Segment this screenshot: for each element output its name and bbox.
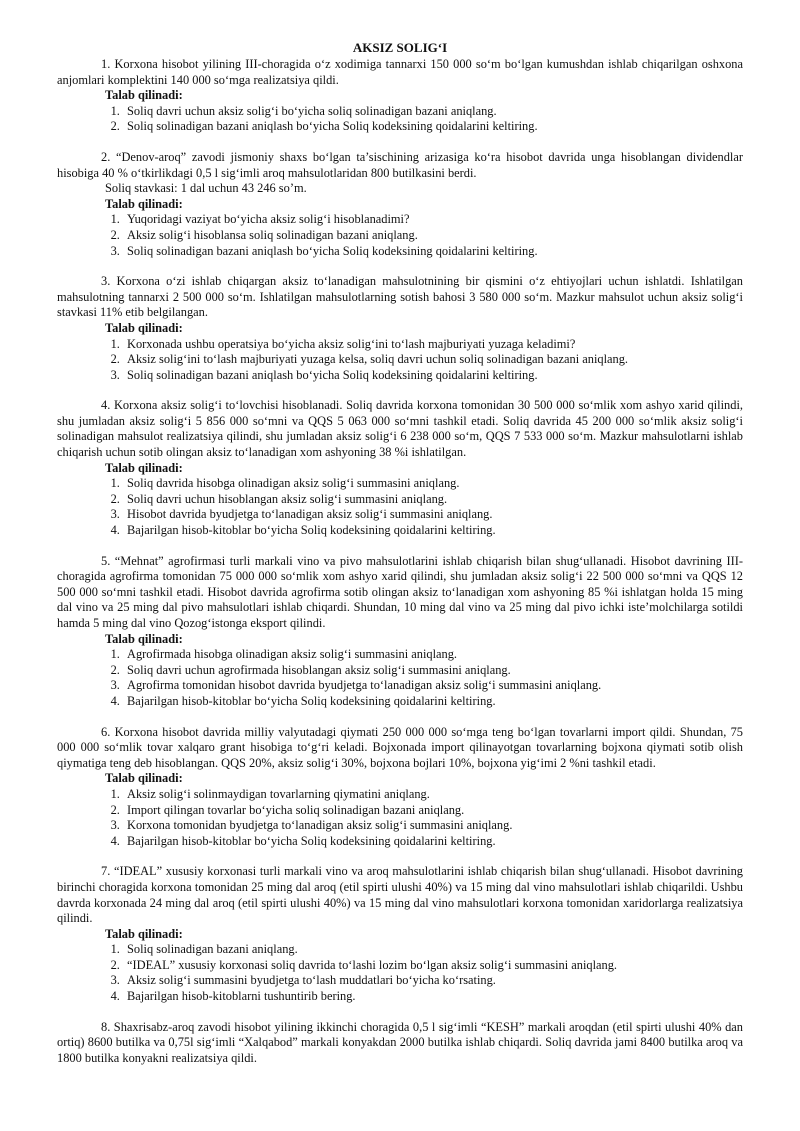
list-item: 4. Bajarilgan hisob-kitoblar bo‘yicha Soliq kodeksining qoidalarini keltiring. [123,694,743,710]
task-7 [57,864,743,1004]
task-2-tax-rate: Soliq stavkasi: 1 dal uchun 43 246 so’m. [105,181,307,196]
task-2-text: 2. “Denov-aroq” zavodi jismoniy shaxs bo‘lgan ta’sischining arizasiga ko‘ra hisobot davrida unga hisoblangan dividendlar hisobiga 40 % o‘tkirlikdagi 0,5 l sig‘imli aroq mahsulotlaridan 800 butilkasini berdi. [57,149,743,180]
task-8 [57,1020,743,1067]
list-item: 4. Bajarilgan hisob-kitoblarni tushuntirib bering. [123,989,743,1005]
list-item: 3. Agrofirma tomonidan hisobot davrida byudjetga to‘lanadigan aksiz solig‘i summasini aniqlang. [123,678,743,694]
task-4-requirements-heading: Talab qilinadi: [105,460,183,475]
list-item: 4. Bajarilgan hisob-kitoblar bo‘yicha Soliq kodeksining qoidalarini keltiring. [123,523,743,539]
task-3 [57,274,743,383]
task-5-requirements-heading: Talab qilinadi: [105,631,183,646]
task-5 [57,554,743,710]
list-item: 1. Aksiz solig‘i solinmaydigan tovarlarning qiymatini aniqlang. [123,787,743,803]
task-2 [57,150,743,259]
list-item: 3. Soliq solinadigan bazani aniqlash bo‘yicha Soliq kodeksining qoidalarini keltiring. [123,244,743,260]
task-1-requirements [57,104,743,135]
task-1-text: 1. Korxona hisobot yilining III-choragida o‘z xodimiga tannarxi 150 000 so‘m bo‘lgan kumushdan ishlab chiqarilgan oshxona anjomlari komplektini 140 000 so‘mga realizatsiya qildi. [57,57,743,87]
task-6 [57,725,743,850]
task-1 [57,57,743,135]
list-item: 1. Korxonada ushbu operatsiya bo‘yicha aksiz solig‘ini to‘lash majburiyati yuzaga keladimi? [123,337,743,353]
task-6-requirements [57,787,743,849]
document-title: AKSIZ SOLIG‘I [352,40,448,55]
list-item: 3. Korxona tomonidan byudjetga to‘lanadigan aksiz solig‘i summasini aniqlang. [123,818,743,834]
task-7-text: 7. “IDEAL” xususiy korxonasi turli markali vino va aroq mahsulotlarini ishlab chiqarish bilan shug‘ullanadi. Hisobot davrining birinchi choragida korxona tomonidan 25 ming dal aroq (etil spirti ulushi 40%) va 15 ming dal vino mahsulotlari ishlab chiqarildi. Ushbu davrda korxonada 24 ming dal aroq (etil spirti ulushi 40%) va 15 ming dal vino mahsulotlari korxona tomonidan xaridorlarga realizatsiya qilindi. [57,864,743,926]
task-2-requirements [57,212,743,259]
document-page [57,40,743,1066]
task-3-requirements-heading: Talab qilinadi: [105,320,183,335]
list-item: 3. Hisobot davrida byudjetga to‘lanadigan aksiz solig‘i summasini aniqlang. [123,507,743,523]
task-5-text: 5. “Mehnat” agrofirmasi turli markali vino va pivo mahsulotlarini ishlab chiqarish bilan shug‘ullanadi. Hisobot davrining III-choragida agrofirma tomonidan 75 000 000 so‘mlik xom ashyo xarid qilindi, shu jumladan aksiz solig‘i 22 500 000 so‘mni va QQS 12 500 000 so‘mni tashkil etadi. Hisobot davrida agrofirma sotib olingan aksiz to‘lanadigan xom ashyoning 85 %i ishlatgan holda 15 ming dal vino va 25 ming dal pivo mahsulotlari ishlab chiqardi. Shundan, 10 ming dal vino va 25 ming dal pivo ichki iste’molchilarga sotildi hamda 5 ming dal vino Qozog‘istonga eksport qilindi. [57,553,743,630]
list-item: 2. “IDEAL” xususiy korxonasi soliq davrida to‘lashi lozim bo‘lgan aksiz solig‘i summasini aniqlang. [123,958,743,974]
list-item: 3. Soliq solinadigan bazani aniqlash bo‘yicha Soliq kodeksining qoidalarini keltiring. [123,368,743,384]
task-7-requirements-heading: Talab qilinadi: [105,926,183,941]
list-item: 4. Bajarilgan hisob-kitoblar bo‘yicha Soliq kodeksining qoidalarini keltiring. [123,834,743,850]
list-item: 2. Soliq davri uchun agrofirmada hisoblangan aksiz solig‘i summasini aniqlang. [123,663,743,679]
list-item: 1. Soliq davrida hisobga olinadigan aksiz solig‘i summasini aniqlang. [123,476,743,492]
list-item: 2. Aksiz solig‘i hisoblansa soliq solinadigan bazani aniqlang. [123,228,743,244]
task-4 [57,398,743,538]
list-item: 2. Aksiz solig‘ini to‘lash majburiyati yuzaga kelsa, soliq davri uchun soliq solinadigan bazani aniqlang. [123,352,743,368]
task-3-requirements [57,337,743,384]
task-8-text: 8. Shaxrisabz-aroq zavodi hisobot yilining ikkinchi choragida 0,5 l sig‘imli “KESH” markali aroqdan (etil spirti ulushi 40% dan ortiq) 8600 butilka va 0,75l sig‘imli “Xalqabod” markali konyakdan 2000 butilka ishlab chiqardi. Soliq davrida jami 8400 butilka aroq va 1800 butilka konyakni realizatsiya qildi. [57,1019,743,1065]
task-3-text: 3. Korxona o‘zi ishlab chiqargan aksiz to‘lanadigan mahsulotnining bir qismini o‘z ehtiyojlari uchun ishlatdi. Ishlatilgan mahsulotning tannarxi 2 500 000 so‘m. Ishlatilgan mahsulotlarning sotish bahosi 3 580 000 so‘m. Mazkur mahsulot uchun aksiz solig‘i stavkasi 11% etib belgilangan. [57,274,743,320]
list-item: 1. Soliq davri uchun aksiz solig‘i bo‘yicha soliq solinadigan bazani aniqlang. [123,104,743,120]
task-6-requirements-heading: Talab qilinadi: [105,771,183,786]
task-4-requirements [57,476,743,538]
task-5-requirements [57,647,743,709]
list-item: 2. Import qilingan tovarlar bo‘yicha soliq solinadigan bazani aniqlang. [123,803,743,819]
task-4-text: 4. Korxona aksiz solig‘i to‘lovchisi hisoblanadi. Soliq davrida korxona tomonidan 30 500 000 so‘mlik xom ashyo xarid qilindi, shu jumladan aksiz solig‘i 5 856 000 so‘mni va QQS 5 063 000 so‘mni tashkil etadi. Soliq davrida 45 200 000 so‘mlik aksiz solig‘i solinadigan mahsulot realizatsiya qilindi, shu jumladan aksiz solig‘i 6 238 000 so‘m, QQS 7 533 000 so‘m. Mazkur mahsulotlarni ishlab chiqarish uchun sotib olingan aksiz to‘lanadigan xom ashyoning 38 %i ishlatilgan. [57,398,743,460]
list-item: 1. Agrofirmada hisobga olinadigan aksiz solig‘i summasini aniqlang. [123,647,743,663]
task-2-requirements-heading: Talab qilinadi: [105,196,183,211]
task-1-requirements-heading: Talab qilinadi: [105,88,183,103]
list-item: 2. Soliq solinadigan bazani aniqlash bo‘yicha Soliq kodeksining qoidalarini keltiring. [123,119,743,135]
list-item: 1. Yuqoridagi vaziyat bo‘yicha aksiz solig‘i hisoblanadimi? [123,212,743,228]
list-item: 2. Soliq davri uchun hisoblangan aksiz solig‘i summasini aniqlang. [123,492,743,508]
list-item: 3. Aksiz solig‘i summasini byudjetga to‘lash muddatlari bo‘yicha ko‘rsating. [123,973,743,989]
task-6-text: 6. Korxona hisobot davrida milliy valyutadagi qiymati 250 000 000 so‘mga teng bo‘lgan tovarlarni import qildi. Shundan, 75 000 000 so‘mlik tovar xalqaro grant hisobiga to‘g‘ri keladi. Bojxonada import qilinayotgan tovarlarning bojxona qiymati sotib olish qiymatiga teng deb hisoblangan. QQS 20%, aksiz solig‘i 30%, bojxona bojlari 10%, bojxona yig‘imi 2 %ni tashkil etadi. [57,724,743,770]
task-7-requirements [57,942,743,1004]
list-item: 1. Soliq solinadigan bazani aniqlang. [123,942,743,958]
